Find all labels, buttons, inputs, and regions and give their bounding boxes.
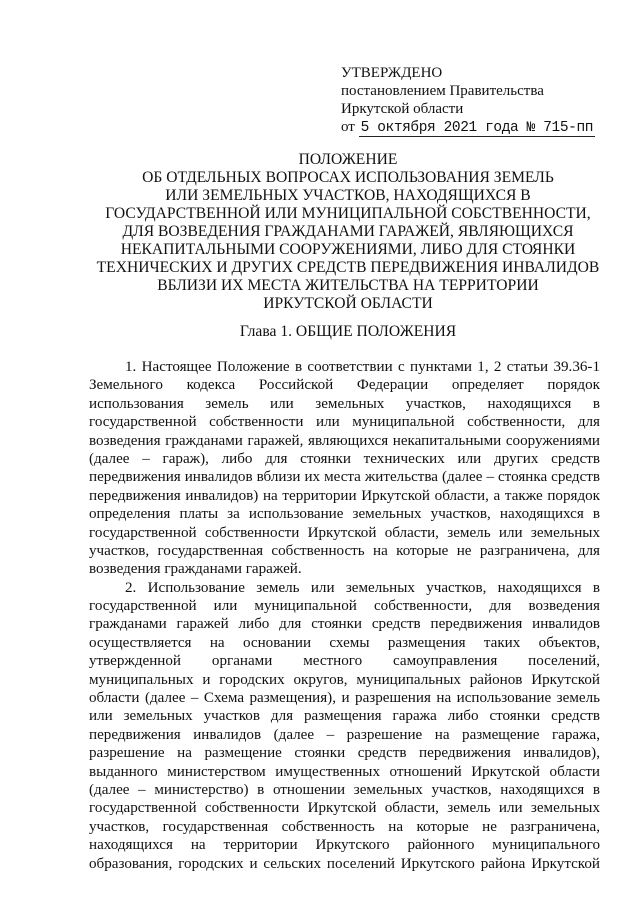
text-line: гражданами гаражей либо для стоянки средств передвижения инвалидов — [89, 616, 600, 633]
text-line: участков, государственная собственность на которые не разграничена, для — [89, 542, 600, 559]
text-line: разрешение на размещение стоянки средств передвижения инвалидов), — [89, 745, 600, 762]
approval-date-number: 5 октября 2021 года № 715-пп — [360, 120, 594, 136]
paragraph-2 — [89, 579, 600, 873]
text-line: передвижения инвалидов) на территории Иркутской области, а также порядок — [89, 487, 600, 504]
title-line: ГОСУДАРСТВЕННОЙ ИЛИ МУНИЦИПАЛЬНОЙ СОБСТВЕННОСТИ, — [105, 205, 591, 222]
text-line: возведения гражданами гаражей, являющихся некапитальными сооружениями — [89, 432, 600, 449]
title-line: НЕКАПИТАЛЬНЫМИ СООРУЖЕНИЯМИ, ЛИБО ДЛЯ СТОЯНКИ — [120, 241, 576, 258]
text-line: выданного министерством имущественных отношений Иркутской области — [89, 763, 600, 780]
approval-issuer: постановлением Правительства — [341, 83, 544, 99]
title-line: ТЕХНИЧЕСКИХ И ДРУГИХ СРЕДСТВ ПЕРЕДВИЖЕНИЯ ИНВАЛИДОВ — [96, 259, 600, 276]
text-line: государственной собственности Иркутской области, земель или земельных — [89, 800, 600, 817]
title-line: ПОЛОЖЕНИЕ — [298, 151, 398, 168]
document-body — [89, 358, 600, 873]
paragraph-1 — [89, 358, 600, 579]
text-line: утвержденной органами местного самоуправления поселений, — [89, 653, 600, 670]
title-line: ВБЛИЗИ ИХ МЕСТА ЖИТЕЛЬСТВА НА ТЕРРИТОРИИ — [157, 277, 539, 294]
approval-stamp — [341, 64, 601, 137]
text-line: 1. Настоящее Положение в соответствии с пунктами 1, 2 статьи 39.36-1 — [125, 359, 600, 375]
text-line: государственной или муниципальной собственности, для возведения — [89, 598, 600, 615]
text-line: возведения гражданами гаражей. — [89, 561, 302, 578]
text-line: осуществляется на основании схемы размещения таких объектов, — [89, 634, 600, 651]
chapter-heading: Глава 1. ОБЩИЕ ПОЛОЖЕНИЯ — [239, 323, 457, 340]
text-line: использования земель или земельных участков, находящихся в — [89, 395, 600, 412]
text-line: Земельного кодекса Российской Федерации определяет порядок — [89, 377, 600, 394]
text-line: участков, государственная собственность на которые не разграничена, — [89, 818, 600, 835]
text-line: находящихся на территории Иркутского районного муниципального — [89, 837, 600, 854]
text-line: области (далее – Схема размещения), и разрешения на использование земель — [89, 690, 600, 707]
approval-ot-label: от — [341, 119, 355, 135]
text-line: определения платы за использование земельных участков, находящихся в — [89, 506, 600, 523]
title-line: ИРКУТСКОЙ ОБЛАСТИ — [263, 295, 433, 312]
text-line: государственной собственности или муниципальной собственности, для — [89, 414, 600, 431]
title-line: ИЛИ ЗЕМЕЛЬНЫХ УЧАСТКОВ, НАХОДЯЩИХСЯ В — [165, 187, 531, 204]
approval-heading: УТВЕРЖДЕНО — [341, 65, 443, 81]
title-line: ДЛЯ ВОЗВЕДЕНИЯ ГРАЖДАНАМИ ГАРАЖЕЙ, ЯВЛЯЮЩИХСЯ — [122, 223, 574, 240]
document-title — [88, 151, 608, 313]
approval-region: Иркутской области — [341, 101, 464, 117]
title-line: ОБ ОТДЕЛЬНЫХ ВОПРОСАХ ИСПОЛЬЗОВАНИЯ ЗЕМЕЛЬ — [142, 169, 554, 186]
text-line: передвижения инвалидов (далее – разрешение на размещение гаража, — [89, 726, 600, 743]
text-line: 2. Использование земель или земельных участков, находящихся в — [125, 579, 600, 596]
text-line: (далее – гараж), либо для стоянки технических или других средств — [89, 450, 600, 467]
approval-date-line — [341, 118, 601, 137]
text-line: или земельных участков для размещения гаража либо стоянки средств — [89, 708, 600, 725]
text-line: передвижения инвалидов вблизи их места жительства (далее – стоянка средств — [89, 469, 600, 486]
text-line: (далее – министерство) в отношении земельных участков, находящихся в — [89, 781, 600, 798]
text-line: государственной собственности Иркутской области, земель или земельных — [89, 524, 600, 541]
text-line: муниципальных и городских округов, муниципальных районов Иркутской — [89, 671, 600, 688]
text-line: образования, городских и сельских поселений Иркутского района Иркутской — [89, 855, 600, 872]
